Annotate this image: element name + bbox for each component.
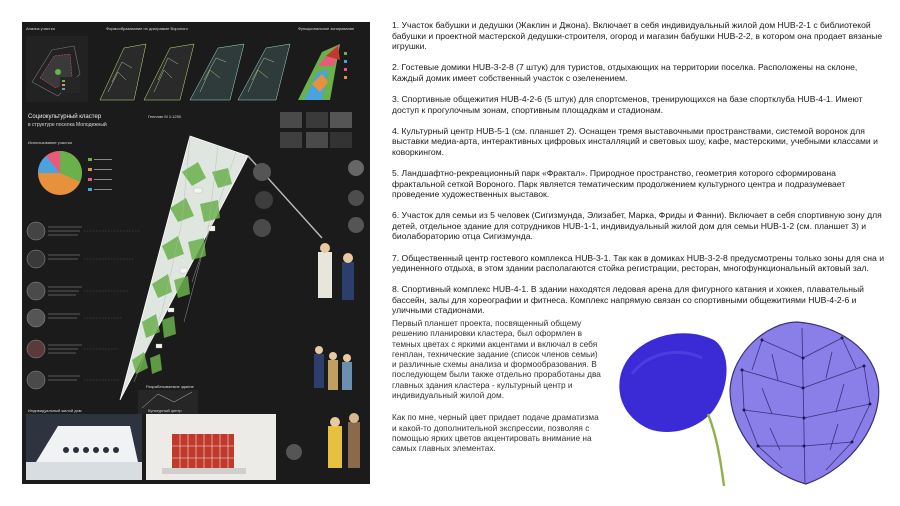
residential-label: Индивидуальный жилой дом — [28, 408, 82, 413]
description-list — [392, 20, 886, 326]
paragraph-1: 1. Участок бабушки и дедушки (Жаклин и Джона). Включает в себя индивидуальный жилой дом HUB-2-1 с библиотекой бабушки и проектной мастерской дедушки-строителя, огород и магазин бабушки HUB-2-2, в котором она продает вязаные игрушки. — [392, 20, 883, 52]
leaf-illustrations — [612, 318, 887, 490]
master-plan — [120, 136, 322, 400]
paragraph-4: 4. Культурный центр HUB-5-1 (см. планшет 2). Оснащен тремя выставочными пространствами, системой воронок для выставки медиа-арта, интерактивных цифровых инсталляций и световых шоу, кафе, мастерскими, учебными классами и коворкингом. — [392, 125, 878, 157]
paragraph-5: 5. Ландшафтно-рекреационный парк «Фрактал». Природное пространство, геометрия которого сформирована фрактальной сеткой Вороного. Парк является тематическим продолжением культурного центра и подразумевает проведение художественных выставок. — [392, 167, 846, 200]
poster-title-line1: Социокультурный кластер — [28, 114, 102, 120]
paragraph-2: 2. Гостевые домики HUB-3-2-8 (7 штук) для туристов, отдыхающих на территории поселка. Расположены на склоне, Каждый домик имеет собственный участок с озеленением. — [392, 62, 858, 83]
pie-legend — [88, 158, 112, 191]
genplan-label: Генплан М 1:1250 — [148, 114, 182, 119]
land-use-pie — [38, 151, 82, 195]
commentary-p1: Первый планшет проекта, посвященный общему решению планировки кластера, был оформлен в темных цветах с яркими акцентами и включал в себя генплан, технические задание (список членов семьи) и различные схемы анализа и формообразования. В последующем были также отдельно проработаны два главных здания кластера - культурный центр и индивидуальный жилой дом. — [392, 318, 601, 401]
zoning-diagram — [298, 44, 347, 100]
analysis-label: Анализ участка — [26, 26, 55, 31]
land-use-label: Использование участка — [28, 140, 72, 145]
commentary-p2: Как по мне, черный цвет придает подаче драматизма и какой-то дополнительной экспрессии, позволяя с помощью ярких цветов акцентировать внимание на самых главных элементах. — [392, 412, 599, 454]
paragraph-7: 7. Общественный центр гостевого комплекса HUB-3-1. Так как в домиках HUB-3-2-8 предусмотрены только зоны для сна и уединенного отдыха, в этом здании располагаются стойка регистрации, ресторан, многофункциональный актовый зал. — [392, 252, 885, 274]
leaf-graphics — [612, 318, 887, 490]
veined-leaf — [730, 322, 879, 484]
commentary — [392, 318, 602, 466]
paragraph-8: 8. Спортивный комплекс HUB-4-1. В здании находятся ледовая арена для фигурного катания и хоккея, плавательный бассейн, залы для хореографии и фитнеса. Комплекс напрямую связан со спортивными общежитиями HUB-4-2-6 и уличными стадионами. — [392, 284, 864, 316]
formation-label: Формообразование по диаграмме Вороного — [106, 26, 188, 31]
dev-building-label: Разрабатываемое здание — [146, 384, 194, 389]
paragraph-3: 3. Спортивные общежития HUB-4-2-6 (5 штук) для спортсменов, тренирующихся на базе спортклуба HUB-4-1. Имеют доступ к прогулочным зонам, спортивным площадкам и стадионам. — [392, 93, 863, 115]
family-characters — [286, 243, 360, 468]
paragraph-6: 6. Участок для семьи из 5 человек (Сигизмунда, Элизабет, Марка, Фриды и Фанни). Включает в себя спортивную зону для детей, отдельное здание для сотрудников HUB-1-1, индивидуальный жилой дом для семьи HUB-1-2 (см. планшет 3) и биолабораторию отца Сигизмунда. — [392, 210, 882, 242]
zoning-label: Функциональное зонирование — [298, 26, 355, 31]
reference-photos — [253, 112, 364, 237]
cultural-label: Культурный центр — [148, 408, 182, 413]
residential-render — [26, 414, 142, 480]
project-poster — [22, 22, 370, 484]
cultural-center-render — [146, 414, 276, 480]
poster-graphics — [22, 22, 370, 484]
blue-petal — [619, 333, 726, 486]
poster-title-line2: в структуре поселка Молодежный — [28, 122, 107, 128]
family-circles — [27, 222, 140, 389]
voronoi-diagrams — [100, 44, 290, 100]
